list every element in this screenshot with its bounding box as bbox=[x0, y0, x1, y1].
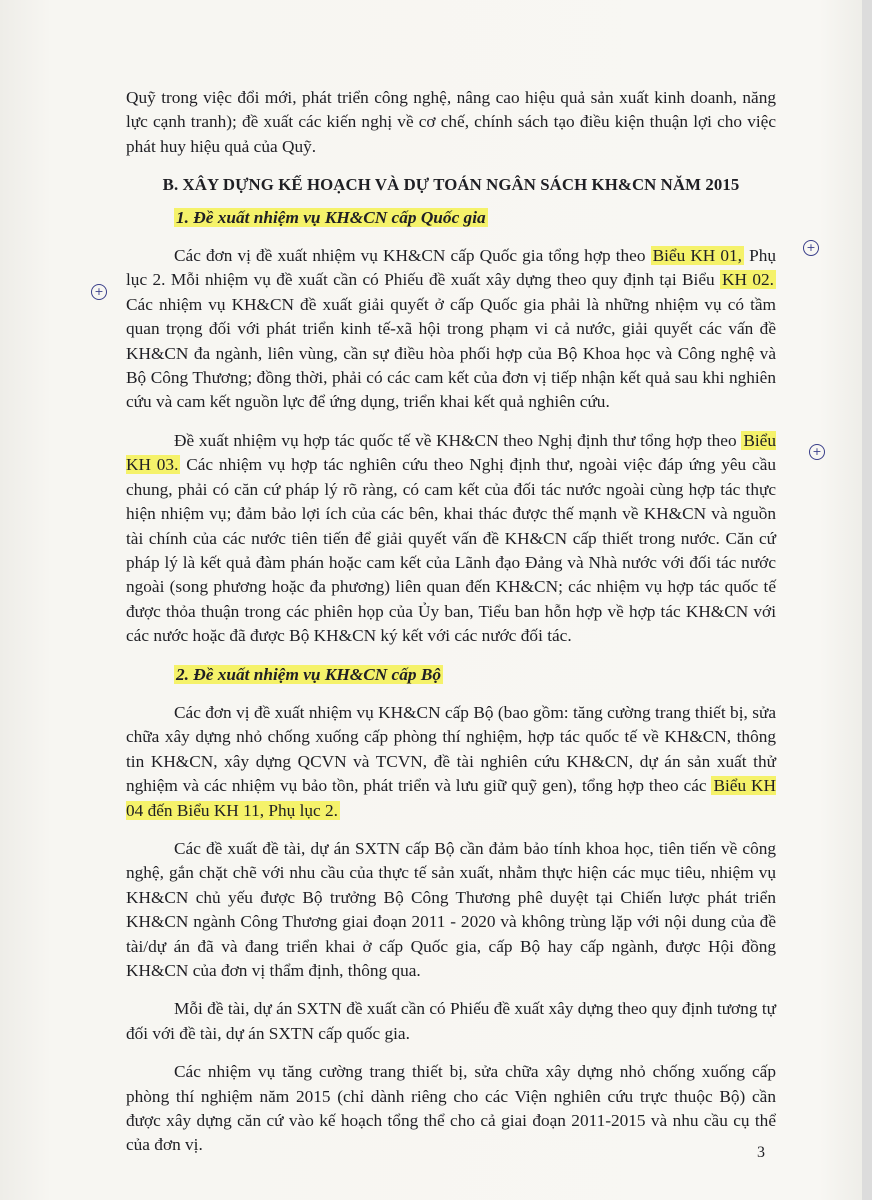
highlight-kh04-11: Biểu KH 04 đến Biểu KH 11, Phụ lục 2. bbox=[126, 776, 776, 820]
section-title: B. XÂY DỰNG KẾ HOẠCH VÀ DỰ TOÁN NGÂN SÁCH KH&CN NĂM 2015 bbox=[162, 175, 740, 195]
text-run: Các nhiệm vụ KH&CN đề xuất giải quyết ở cấp Quốc gia phải là những nhiệm vụ có tầm quan trọng đối với phát triển kinh tế-xã hội trong phạm vi cả nước, giải quyết các vấn đề KH&CN đa ngành, liên vùng, cần sự điều hòa phối hợp của Bộ Khoa học và Công nghệ và Bộ Công Thương; đồng thời, phải có các cam kết của đơn vị tiếp nhận kết quả sau khi nghiên cứu và cam kết nguồn lực để ứng dụng, triển khai kết quả nghiên cứu. bbox=[126, 294, 776, 412]
text-run: Đề xuất nhiệm vụ hợp tác quốc tế về KH&CN theo Nghị định thư tổng hợp theo bbox=[174, 430, 742, 450]
paragraph-equipment: Các nhiệm vụ tăng cường trang thiết bị, sửa chữa xây dựng nhỏ chống xuống cấp phòng thí nghiệm năm 2015 (chỉ dành riêng cho các Viện nghiên cứu trực thuộc Bộ) cần được xây dựng căn cứ vào kế hoạch tổng thể cho cả giai đoạn 2011-2015 và nhu cầu cụ thể của đơn vị. bbox=[126, 1062, 776, 1155]
paragraph-national-tasks bbox=[126, 244, 776, 415]
subheading-national bbox=[174, 206, 776, 230]
paragraph-sxtn: Mỗi đề tài, dự án SXTN đề xuất cần có Phiếu đề xuất xây dựng theo quy định tương tự đối với đề tài, dự án SXTN cấp quốc gia. bbox=[126, 999, 776, 1043]
paragraph-international bbox=[126, 429, 776, 649]
highlight-kh01: Biểu KH 01, bbox=[652, 246, 742, 266]
subheading-ministry bbox=[174, 663, 776, 687]
text-run: Các đơn vị đề xuất nhiệm vụ KH&CN cấp Quốc gia tổng hợp theo bbox=[174, 246, 651, 266]
highlight-kh02: KH 02. bbox=[722, 270, 774, 290]
page-edge bbox=[862, 0, 872, 1200]
text-run: Phụ lục 2. Mỗi nhiệm vụ đề xuất cần có Phiếu đề xuất xây dựng theo quy định tại Biểu bbox=[126, 246, 776, 290]
document-body bbox=[126, 86, 776, 1172]
text-run: Các nhiệm vụ hợp tác nghiên cứu theo Nghị định thư, ngoài việc đáp ứng yêu cầu chung, phải có căn cứ pháp lý rõ ràng, có cam kết của đối tác nước ngoài cùng hợp tác thực hiện nhiệm vụ; đảm bảo lợi ích của các bên, khai thác được thế mạnh về KH&CN và nguồn tài chính của các nước tiên tiến để giải quyết vấn đề KH&CN cấp thiết trong nước. Căn cứ pháp lý là kết quả đàm phán hoặc cam kết của Lãnh đạo Đảng và Nhà nước với đối tác nước ngoài (song phương hoặc đa phương) liên quan đến KH&CN; các nhiệm vụ hợp tác quốc tế được thỏa thuận trong các phiên họp của Ủy ban, Tiểu ban hỗn hợp về hợp tác KH&CN với các nước hoặc đã được Bộ KH&CN ký kết với các nước đối tác. bbox=[126, 455, 777, 646]
text-run: Các đơn vị đề xuất nhiệm vụ KH&CN cấp Bộ (bao gồm: tăng cường trang thiết bị, sửa chữa xây dựng nhỏ chống xuống cấp phòng thí nghiệm, hợp tác quốc tế về KH&CN, thông tin KH&CN, xây dựng QCVN và TCVN, đề tài nghiên cứu KH&CN, dự án sản xuất thử nghiệm và các nhiệm vụ bảo tồn, phát triển và lưu giữ quỹ gen), tổng hợp theo các bbox=[126, 702, 776, 796]
paragraph-proposals: Các đề xuất đề tài, dự án SXTN cấp Bộ cần đảm bảo tính khoa học, tiên tiến về công nghệ, gắn chặt chẽ với nhu cầu của thực tế sản xuất, nhằm thực hiện các mục tiêu, nhiệm vụ KH&CN chủ yếu được Bộ trưởng Bộ Công Thương phê duyệt tại Chiến lược phát triển KH&CN ngành Công Thương giai đoạn 2011 - 2020 và không trùng lặp với nội dung của đề tài/dự án đã và đang triển khai ở cấp Quốc gia, cấp Bộ hay cấp ngành, được Hội đồng KH&CN của đơn vị thẩm định, thông qua. bbox=[126, 838, 776, 980]
circled-plus-icon: + bbox=[91, 284, 107, 300]
highlight-kh03: Biểu KH 03. bbox=[126, 430, 776, 475]
highlighted-subheading: 2. Đề xuất nhiệm vụ KH&CN cấp Bộ bbox=[176, 664, 441, 684]
circled-plus-icon: + bbox=[809, 444, 825, 460]
circled-plus-icon: + bbox=[803, 240, 819, 256]
intro-paragraph: Quỹ trong việc đổi mới, phát triển công nghệ, nâng cao hiệu quả sản xuất kinh doanh, năng lực cạnh tranh); đề xuất các kiến nghị về cơ chế, chính sách tạo điều kiện thuận lợi cho việc phát huy hiệu quả của Quỹ. bbox=[126, 88, 776, 156]
highlighted-subheading: 1. Đề xuất nhiệm vụ KH&CN cấp Quốc gia bbox=[176, 207, 486, 227]
paragraph-ministry-tasks bbox=[126, 701, 776, 823]
page-number: 3 bbox=[757, 1144, 765, 1161]
